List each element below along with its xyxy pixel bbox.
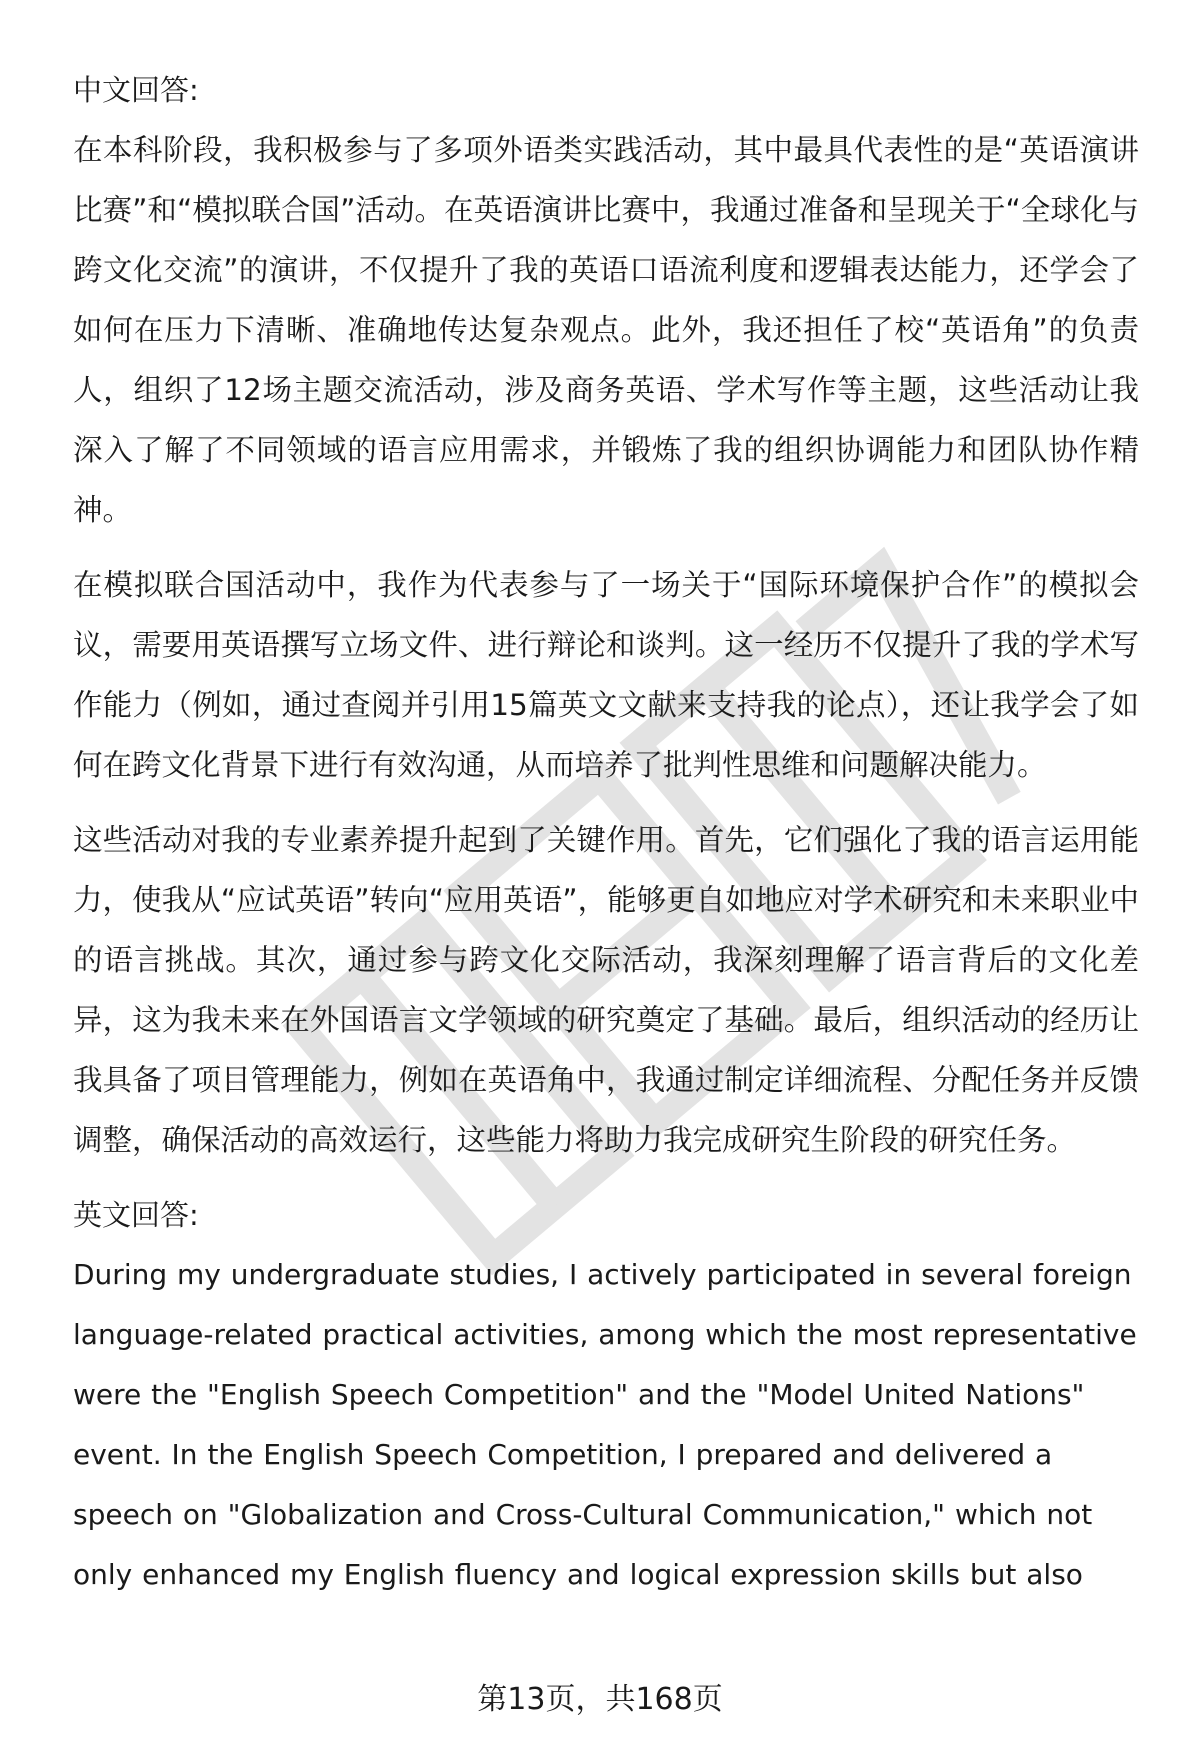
document-content [73, 60, 1139, 1605]
chinese-paragraph-2: 在模拟联合国活动中，我作为代表参与了一场关于“国际环境保护合作”的模拟会议，需要用英语撰写立场文件、进行辩论和谈判。这一经历不仅提升了我的学术写作能力（例如，通过查阅并引用15篇英文文献来支持我的论点），还让我学会了如何在跨文化背景下进行有效沟通，从而培养了批判性思维和问题解决能力。 [73, 568, 1139, 782]
english-line: only enhanced my English fluency and logical expression skills but also [73, 1558, 1083, 1591]
page-number: 第13页，共168页 [477, 1682, 723, 1717]
english-answer-label: 英文回答: [73, 1198, 199, 1232]
english-line: During my undergraduate studies, I actively participated in several foreign [73, 1258, 1132, 1291]
english-paragraph [73, 1245, 1139, 1605]
english-line: speech on "Globalization and Cross-Cultural Communication," which not [73, 1498, 1093, 1531]
english-line: were the "English Speech Competition" and the "Model United Nations" [73, 1378, 1085, 1411]
english-line: event. In the English Speech Competition, I prepared and delivered a [73, 1438, 1053, 1471]
english-line: language-related practical activities, among which the most representative [73, 1318, 1137, 1351]
chinese-paragraph-3: 这些活动对我的专业素养提升起到了关键作用。首先，它们强化了我的语言运用能力，使我从“应试英语”转向“应用英语”，能够更自如地应对学术研究和未来职业中的语言挑战。其次，通过参与跨文化交际活动，我深刻理解了语言背后的文化差异，这为我未来在外国语言文学领域的研究奠定了基础。最后，组织活动的经历让我具备了项目管理能力，例如在英语角中，我通过制定详细流程、分配任务并反馈调整，确保活动的高效运行，这些能力将助力我完成研究生阶段的研究任务。 [73, 823, 1139, 1157]
chinese-answer-label: 中文回答: [73, 73, 199, 107]
chinese-paragraph-1: 在本科阶段，我积极参与了多项外语类实践活动，其中最具代表性的是“英语演讲比赛”和“模拟联合国”活动。在英语演讲比赛中，我通过准备和呈现关于“全球化与跨文化交流”的演讲，不仅提升了我的英语口语流利度和逻辑表达能力，还学会了如何在压力下清晰、准确地传达复杂观点。此外，我还担任了校“英语角”的负责人，组织了12场主题交流活动，涉及商务英语、学术写作等主题，这些活动让我深入了解了不同领域的语言应用需求，并锻炼了我的组织协调能力和团队协作精神。 [73, 133, 1139, 527]
